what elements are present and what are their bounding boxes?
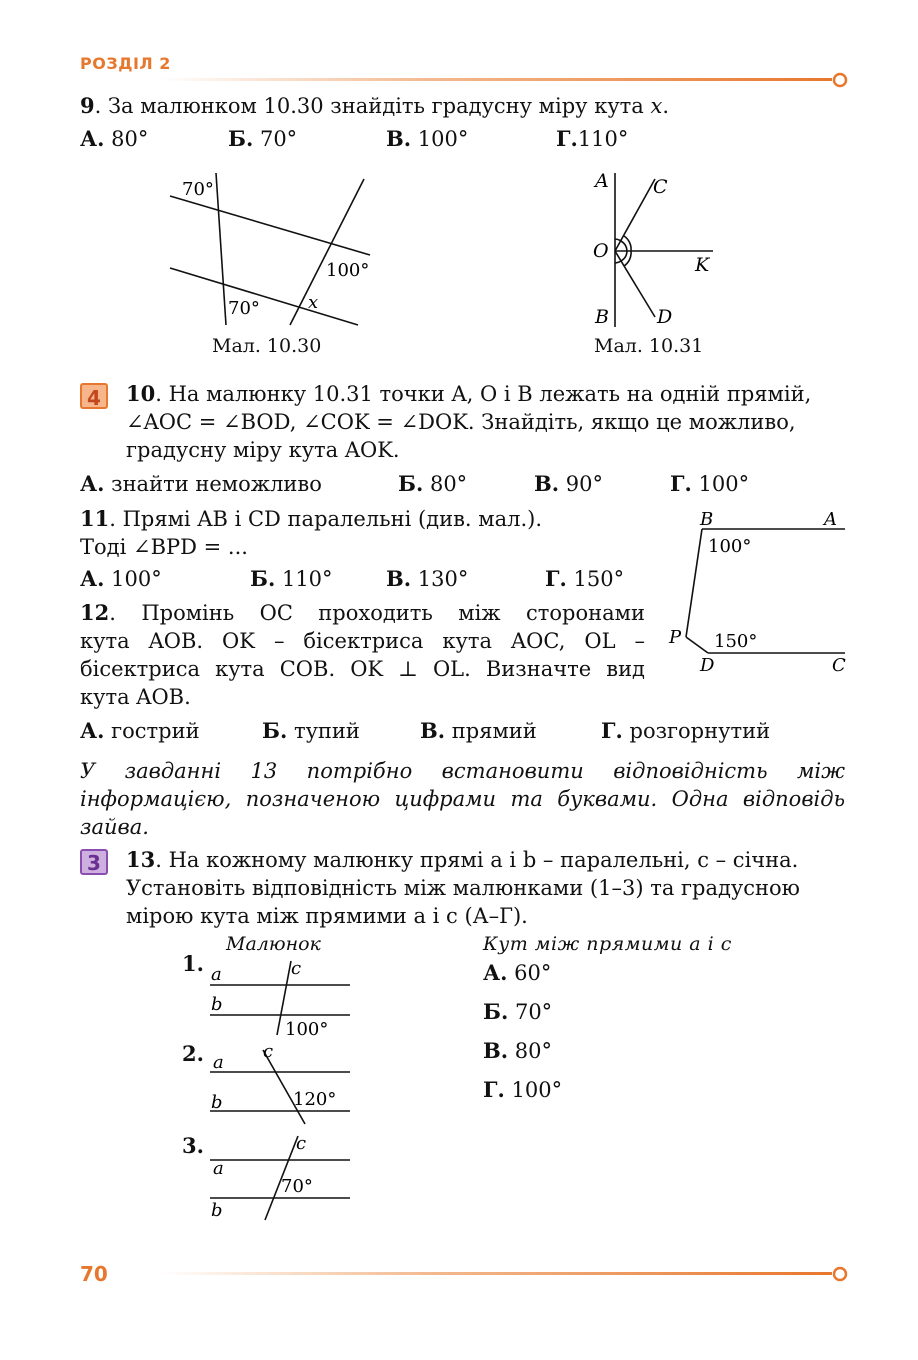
svg-text:100°: 100° (285, 1019, 329, 1040)
figure-10-31 (585, 165, 725, 335)
fig1030-x: x (308, 292, 319, 313)
q11-option-g[interactable]: Г. 150° (545, 566, 625, 591)
svg-text:P: P (669, 627, 682, 648)
fig1030-angle-top: 70° (182, 179, 214, 200)
q12-option-a[interactable]: А. гострий (80, 718, 200, 743)
svg-text:A: A (824, 509, 837, 530)
svg-text:120°: 120° (293, 1089, 337, 1110)
q13-fig2-number: 2. (182, 1041, 204, 1066)
svg-text:c: c (296, 1133, 307, 1154)
svg-text:D: D (700, 655, 715, 676)
svg-text:100°: 100° (708, 536, 752, 557)
q10-line1: 10. На малюнку 10.31 точки A, O і B лежать на одній прямій, (126, 381, 812, 406)
q13-column-figures: Малюнок (226, 933, 321, 955)
figure-10-30 (160, 165, 380, 340)
header-rule (160, 70, 850, 90)
q10-option-g[interactable]: Г. 100° (670, 471, 750, 496)
instruction-line1: У завданні 13 потрібно встановити відповідність між (80, 759, 845, 783)
q9-prompt: 9. За малюнком 10.30 знайдіть градусну міру кута x. (80, 93, 670, 118)
q11-option-b[interactable]: Б. 110° (250, 566, 333, 591)
q12-line4: кута AOB. (80, 685, 191, 709)
svg-text:b: b (211, 1092, 223, 1113)
q13-column-angles: Кут між прямими a і c (483, 933, 732, 955)
q11-line1: 11. Прямі AB і CD паралельні (див. мал.). (80, 506, 543, 531)
fig1030-caption: Мал. 10.30 (212, 335, 322, 357)
q13-answer-b[interactable]: Б. 70° (483, 999, 553, 1024)
q13-figure-3 (205, 1130, 360, 1225)
q10-line3: градусну міру кута AOK. (126, 438, 400, 462)
figure-q11 (660, 505, 860, 680)
q9-option-v[interactable]: В. 100° (386, 126, 469, 151)
svg-text:O: O (593, 240, 609, 262)
svg-text:a: a (213, 1158, 224, 1179)
svg-text:D: D (657, 306, 673, 328)
svg-text:c: c (291, 958, 302, 979)
instruction-line2: інформацією, позначеною цифрами та буквами. Одна відповідь (80, 787, 845, 811)
q10-option-v[interactable]: В. 90° (534, 471, 603, 496)
q13-figure-2 (205, 1040, 360, 1125)
q10-option-a[interactable]: А. знайти неможливо (80, 471, 322, 496)
q13-fig3-number: 3. (182, 1133, 204, 1158)
q11-option-v[interactable]: В. 130° (386, 566, 469, 591)
svg-text:150°: 150° (714, 631, 758, 652)
svg-text:70°: 70° (281, 1176, 313, 1197)
q13-figure-1 (205, 955, 360, 1040)
q11-line2: Тоді ∠BPD = ... (80, 535, 248, 559)
level-badge-3: 3 (80, 849, 108, 875)
q10-option-b[interactable]: Б. 80° (398, 471, 468, 496)
q9-option-a[interactable]: А. 80° (80, 126, 149, 151)
fig1030-angle-right: 100° (326, 260, 370, 281)
svg-text:b: b (211, 1200, 223, 1221)
q12-option-v[interactable]: В. прямий (420, 718, 537, 743)
q13-fig1-number: 1. (182, 951, 204, 976)
svg-text:a: a (211, 964, 222, 985)
q13-answer-g[interactable]: Г. 100° (483, 1077, 563, 1102)
footer-rule (160, 1264, 850, 1284)
q13-answer-v[interactable]: В. 80° (483, 1038, 552, 1063)
q12-line2: кута AOB. OK – бісектриса кута AOC, OL – (80, 629, 645, 653)
svg-text:B: B (700, 509, 714, 530)
q11-option-a[interactable]: А. 100° (80, 566, 162, 591)
fig1031-caption: Мал. 10.31 (594, 335, 704, 357)
q12-option-b[interactable]: Б. тупий (262, 718, 360, 743)
section-label: РОЗДІЛ 2 (80, 54, 171, 73)
svg-text:c: c (263, 1041, 274, 1062)
svg-text:C: C (832, 655, 846, 676)
svg-text:B: B (595, 306, 609, 328)
svg-text:a: a (213, 1052, 224, 1073)
q12-line3: бісектриса кута COB. OK ⊥ OL. Визначте вид (80, 657, 645, 681)
q13-line1: 13. На кожному малюнку прямі a і b – паралельні, c – січна. (126, 847, 799, 872)
svg-text:b: b (211, 994, 223, 1015)
page-number: 70 (80, 1262, 108, 1286)
q9-option-b[interactable]: Б. 70° (228, 126, 298, 151)
q13-answer-a[interactable]: А. 60° (483, 960, 552, 985)
level-badge-4: 4 (80, 383, 108, 409)
q9-option-g[interactable]: Г.110° (556, 126, 629, 151)
svg-text:C: C (653, 176, 668, 198)
instruction-line3: зайва. (80, 815, 149, 839)
svg-text:A: A (595, 170, 609, 192)
q10-line2: ∠AOC = ∠BOD, ∠COK = ∠DOK. Знайдіть, якщо це можливо, (126, 410, 796, 434)
q12-option-g[interactable]: Г. розгорнутий (601, 718, 771, 743)
q13-line3: мірою кута між прямими a і c (А–Г). (126, 904, 528, 928)
svg-text:K: K (695, 254, 710, 276)
q12-line1: 12. Промінь OC проходить між сторонами (80, 600, 645, 625)
fig1030-angle-bottom: 70° (228, 298, 260, 319)
q13-line2: Установіть відповідність між малюнками (1–3) та градусною (126, 876, 800, 900)
